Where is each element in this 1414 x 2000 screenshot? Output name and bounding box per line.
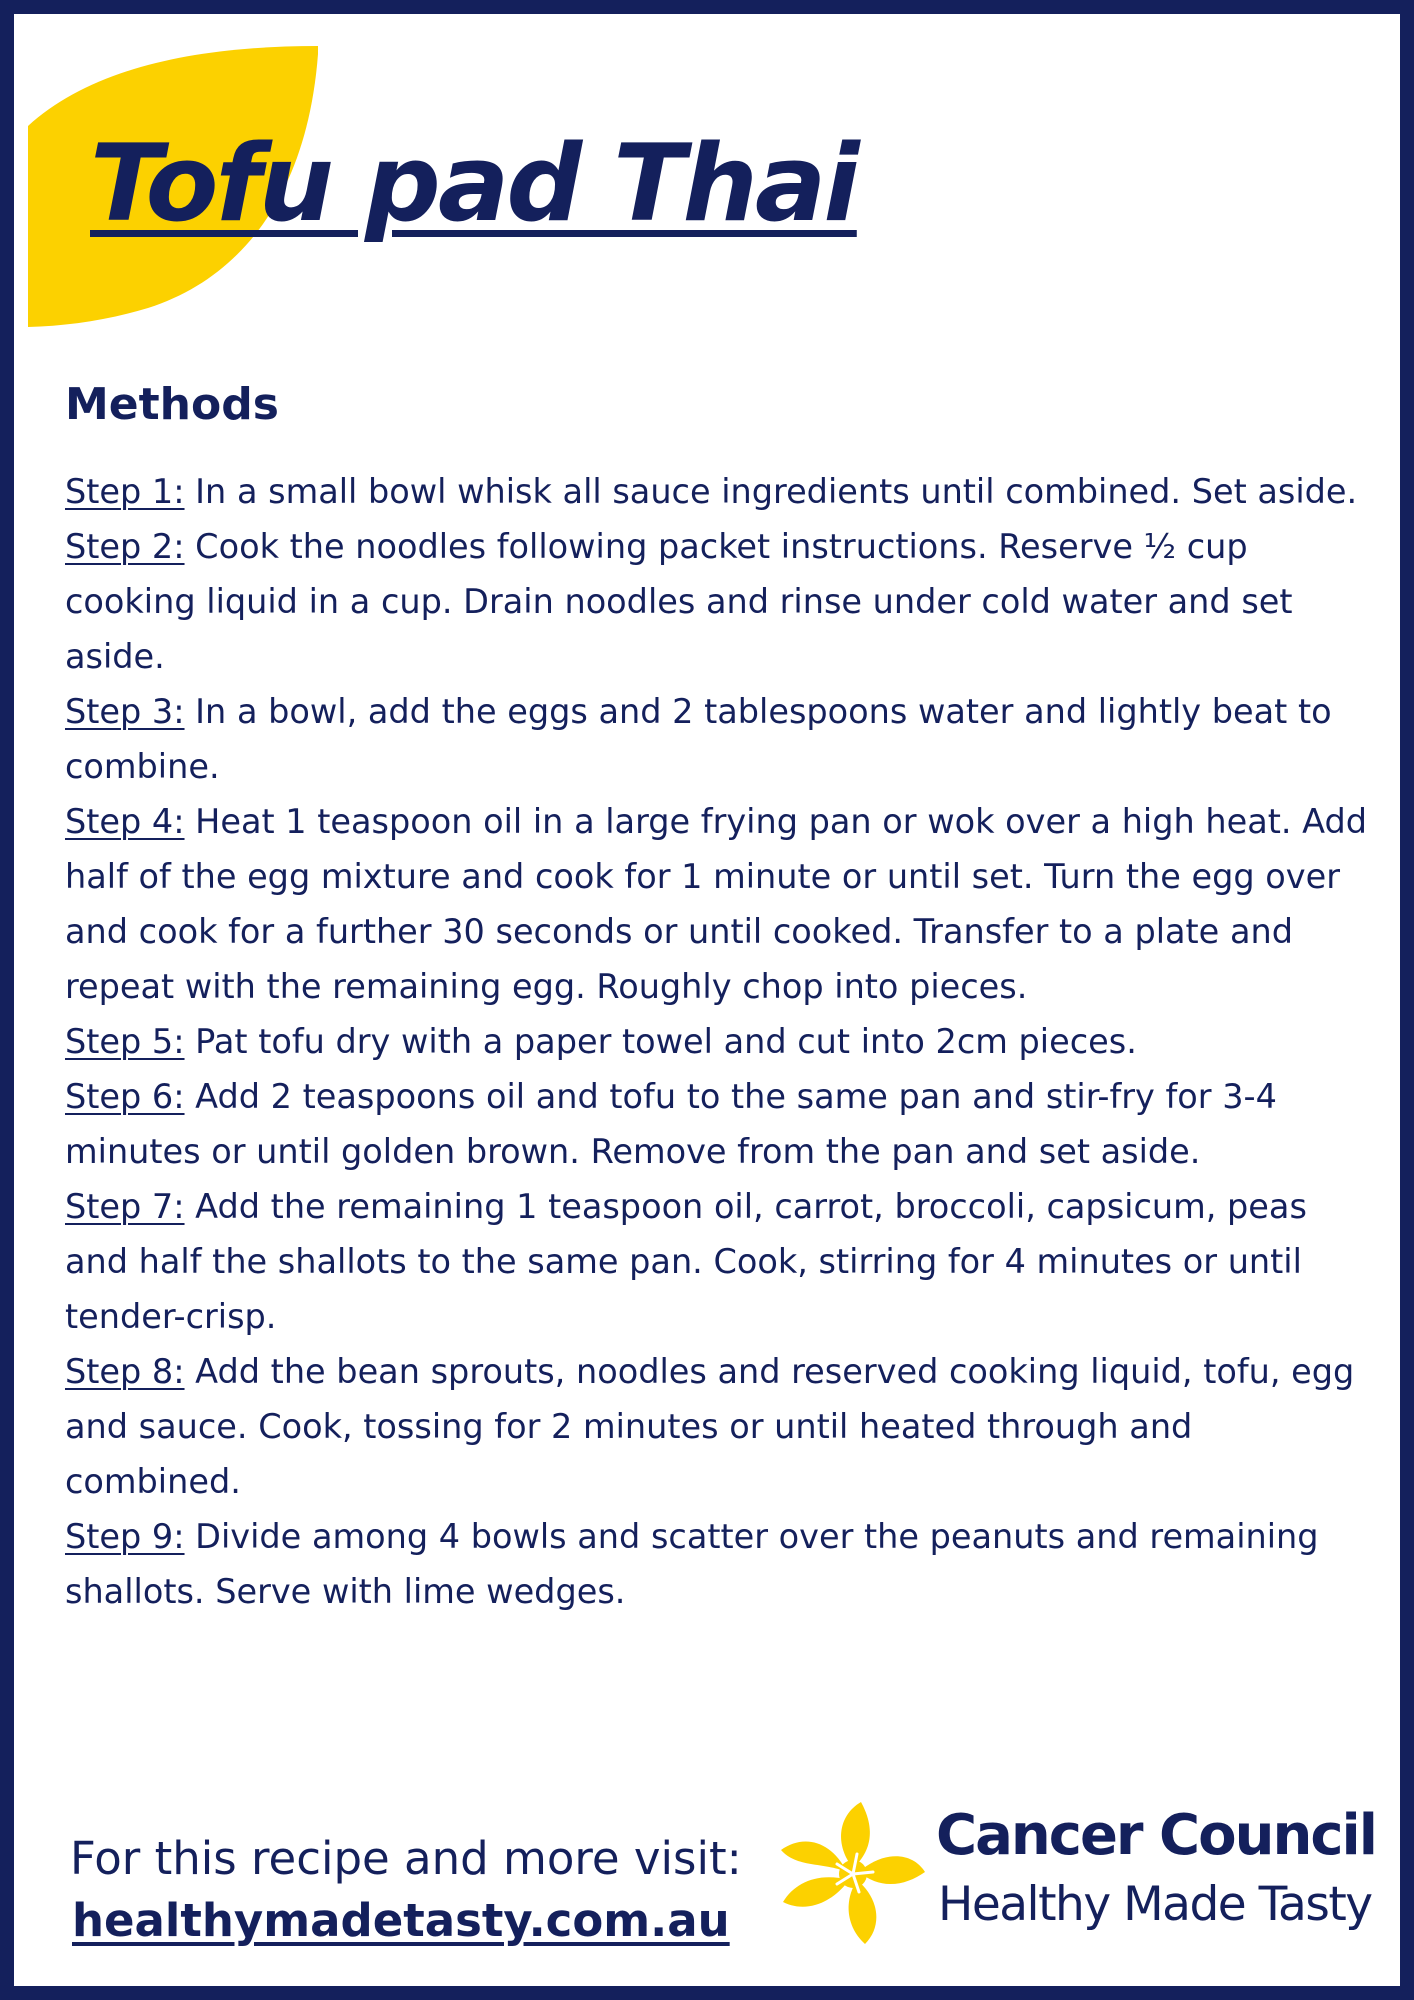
step-label: Step 8: xyxy=(65,1352,185,1391)
method-step xyxy=(65,1509,1375,1619)
step-text: Add the remaining 1 teaspoon oil, carrot, broccoli, capsicum, peas and half the shallots to the same pan. Cook, stirring for 4 minutes or until tender-crisp. xyxy=(65,1187,1307,1336)
method-step xyxy=(65,1344,1375,1509)
step-text: Pat tofu dry with a paper towel and cut into 2cm pieces. xyxy=(184,1022,1137,1061)
step-text: In a bowl, add the eggs and 2 tablespoons water and lightly beat to combine. xyxy=(65,692,1332,786)
step-label: Step 6: xyxy=(65,1077,185,1116)
step-label: Step 5: xyxy=(65,1022,185,1061)
logo-tagline: Healthy Made Tasty xyxy=(938,1877,1372,1932)
method-step xyxy=(65,464,1375,519)
daffodil-icon xyxy=(778,1799,928,1949)
step-text: Add the bean sprouts, noodles and reserved cooking liquid, tofu, egg and sauce. Cook, tossing for 2 minutes or until heated through and combined. xyxy=(65,1352,1355,1501)
method-step xyxy=(65,1179,1375,1344)
step-label: Step 1: xyxy=(65,472,185,511)
method-step xyxy=(65,794,1375,1014)
step-label: Step 3: xyxy=(65,692,185,731)
recipe-title: Tofu pad Thai xyxy=(90,122,857,245)
method-steps-list xyxy=(65,464,1375,1619)
step-label: Step 2: xyxy=(65,527,185,566)
website-link[interactable]: healthymadetasty.com.au xyxy=(72,1894,730,1947)
methods-heading: Methods xyxy=(65,379,279,430)
step-label: Step 7: xyxy=(65,1187,185,1226)
cancer-council-logo xyxy=(778,1799,1390,1959)
method-step xyxy=(65,684,1375,794)
step-text: Cook the noodles following packet instructions. Reserve ½ cup cooking liquid in a cup. Drain noodles and rinse under cold water and set aside. xyxy=(65,527,1293,676)
method-step xyxy=(65,1014,1375,1069)
logo-brand-name: Cancer Council xyxy=(936,1803,1376,1868)
method-step xyxy=(65,1069,1375,1179)
step-text: In a small bowl whisk all sauce ingredients until combined. Set aside. xyxy=(184,472,1358,511)
step-label: Step 9: xyxy=(65,1517,185,1556)
step-text: Divide among 4 bowls and scatter over the peanuts and remaining shallots. Serve with lime wedges. xyxy=(65,1517,1319,1611)
step-text: Heat 1 teaspoon oil in a large frying pan or wok over a high heat. Add half of the egg mixture and cook for 1 minute or until set. Turn the egg over and cook for a further 30 seconds or until cooked. Transfer to a plate and repeat with the remaining egg. Roughly chop into pieces. xyxy=(65,802,1368,1006)
step-text: Add 2 teaspoons oil and tofu to the same pan and stir-fry for 3-4 minutes or until golden brown. Remove from the pan and set aside. xyxy=(65,1077,1277,1171)
method-step xyxy=(65,519,1375,684)
footer-visit-text: For this recipe and more visit: xyxy=(70,1832,742,1885)
step-label: Step 4: xyxy=(65,802,185,841)
